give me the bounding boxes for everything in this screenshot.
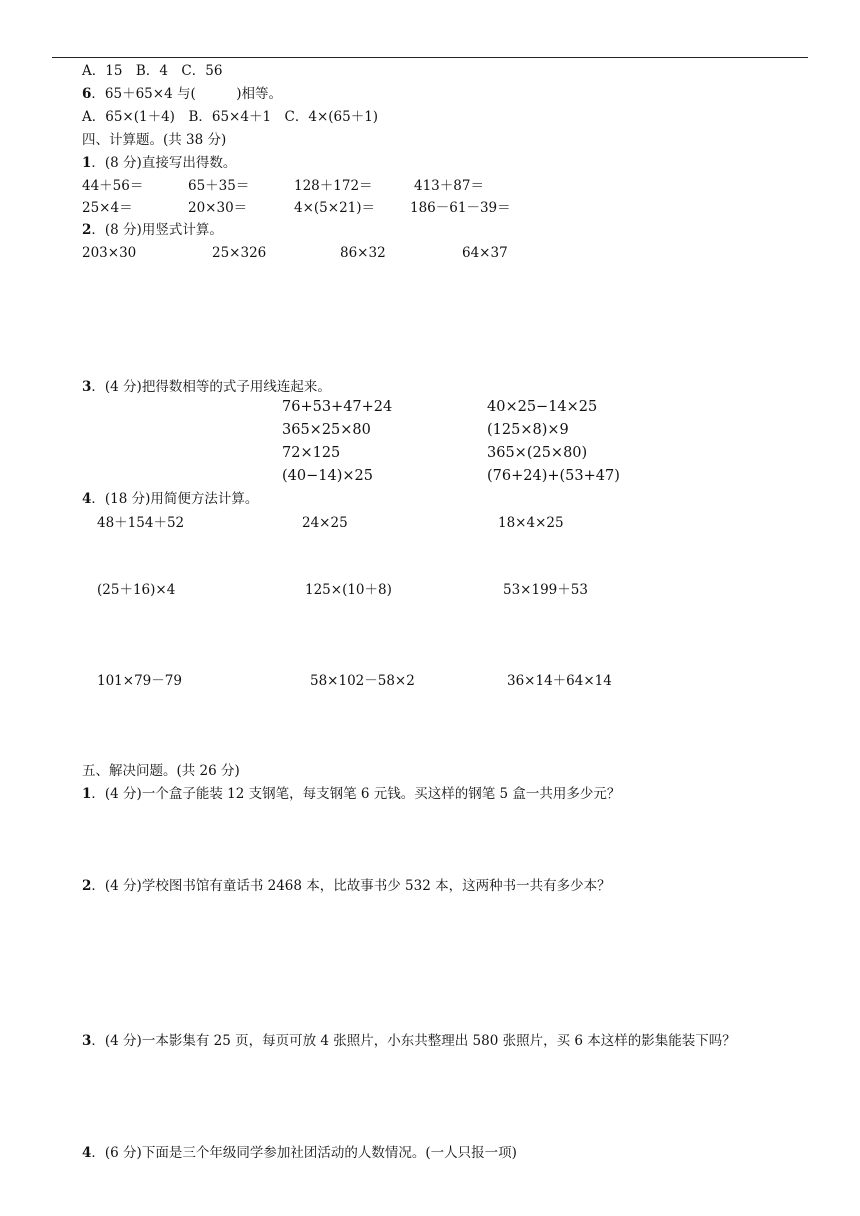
match-left-item: 76+53+47+24: [282, 399, 393, 415]
section5-title: 五、解决问题。(共 26 分): [82, 763, 240, 779]
match-right-item: 40×25−14×25: [487, 399, 598, 415]
q6-stem: [82, 85, 282, 103]
oral-calc-item: 20×30＝: [188, 200, 248, 216]
simplify-item: 125×(10＋8): [305, 582, 392, 598]
simplify-item: 101×79－79: [97, 673, 182, 689]
simplify-item: 18×4×25: [498, 515, 564, 531]
simplify-item: (25＋16)×4: [97, 582, 176, 598]
simplify-item: 48＋154＋52: [97, 515, 185, 531]
match-left-item: 365×25×80: [282, 422, 371, 438]
oral-calc-item: 25×4＝: [82, 200, 133, 216]
vertical-calc-item: 203×30: [82, 245, 137, 261]
s5-q1: [82, 785, 620, 803]
simplify-item: 53×199＋53: [503, 582, 588, 598]
s4-p1-heading: [82, 154, 236, 172]
oral-calc-item: 186－61－39＝: [410, 200, 511, 216]
oral-calc-item: 413＋87＝: [414, 178, 484, 194]
q6-number: 6: [82, 86, 92, 102]
s4-p1-label: ．(8 分)直接写出得数。: [91, 155, 237, 171]
s5-q2: [82, 877, 611, 895]
header-rule: [52, 57, 808, 58]
s5-q3: [82, 1032, 736, 1050]
s5-q4-number: 4: [82, 1145, 92, 1161]
section4-title: 四、计算题。(共 38 分): [82, 132, 227, 148]
s5-q1-number: 1: [82, 786, 92, 802]
simplify-item: 58×102－58×2: [310, 673, 415, 689]
match-right-item: 365×(25×80): [487, 445, 588, 461]
oral-calc-item: 44＋56＝: [82, 178, 144, 194]
s5-q2-number: 2: [82, 878, 92, 894]
match-right-item: (76+24)+(53+47): [487, 468, 620, 484]
match-right-item: (125×8)×9: [487, 422, 569, 438]
s4-p2-label: ．(8 分)用竖式计算。: [91, 222, 223, 238]
s5-q3-text: ．(4 分)一本影集有 25 页，每页可放 4 张照片，小东共整理出 580 张照片，买 6 本这样的影集能装下吗？: [91, 1033, 736, 1049]
vertical-calc-item: 25×326: [212, 245, 267, 261]
s4-p4-number: 4: [82, 491, 92, 507]
simplify-item: 36×14＋64×14: [507, 673, 612, 689]
s5-q2-text: ．(4 分)学校图书馆有童话书 2468 本，比故事书少 532 本，这两种书一共有多少本？: [91, 878, 611, 894]
s4-p2-number: 2: [82, 222, 92, 238]
vertical-calc-item: 86×32: [340, 245, 386, 261]
match-left-item: (40−14)×25: [282, 468, 373, 484]
s5-q4-text: ．(6 分)下面是三个年级同学参加社团活动的人数情况。(一人只报一项): [91, 1145, 517, 1161]
match-left-item: 72×125: [282, 445, 341, 461]
s4-p4-heading: [82, 490, 258, 508]
s5-q3-number: 3: [82, 1033, 92, 1049]
s4-p2-heading: [82, 221, 223, 239]
q6-options: A．65×(1＋4) B．65×4＋1 C．4×(65＋1): [82, 109, 379, 125]
s4-p1-number: 1: [82, 155, 92, 171]
oral-calc-item: 65＋35＝: [188, 178, 250, 194]
oral-calc-item: 128＋172＝: [294, 178, 373, 194]
s4-p3-number: 3: [82, 379, 92, 395]
s4-p3-label: ．(4 分)把得数相等的式子用线连起来。: [91, 379, 331, 395]
vertical-calc-item: 64×37: [462, 245, 508, 261]
s4-p3-heading: [82, 378, 331, 396]
s5-q4: [82, 1144, 517, 1162]
q6-stem-text: ．65＋65×4 与( )相等。: [91, 86, 282, 102]
simplify-item: 24×25: [302, 515, 348, 531]
q5-options: A．15 B．4 C．56: [82, 63, 223, 79]
s4-p4-label: ．(18 分)用简便方法计算。: [91, 491, 259, 507]
s5-q1-text: ．(4 分)一个盒子能装 12 支钢笔，每支钢笔 6 元钱。买这样的钢笔 5 盒一共用多少元？: [91, 786, 621, 802]
oral-calc-item: 4×(5×21)＝: [294, 200, 376, 216]
